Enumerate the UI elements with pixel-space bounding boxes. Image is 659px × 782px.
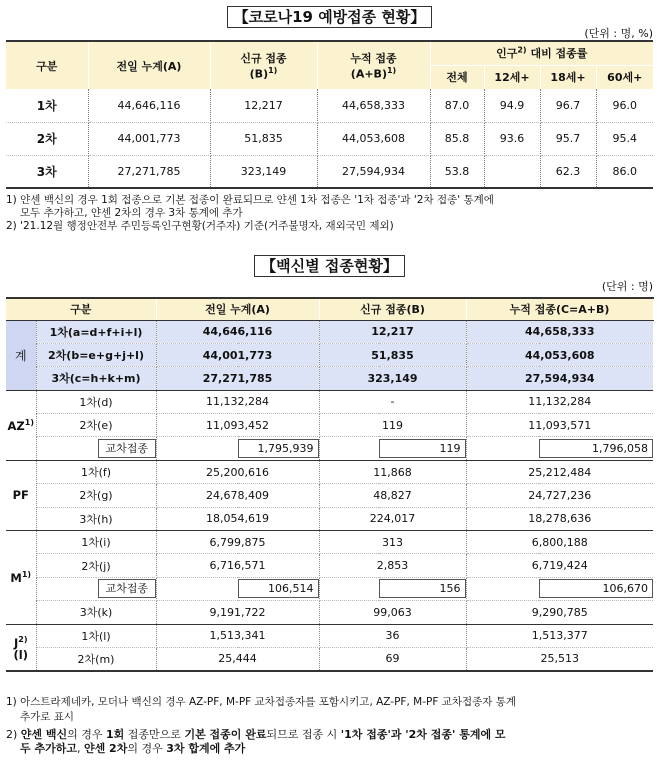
row-label: 3차 [6,155,88,188]
j-label: $J^{2)}$ (l) [6,624,36,671]
row-label: 1차(a=d+f+i+l) [36,320,156,343]
new-value: 36 [319,624,466,647]
prev-value: 11,132,284 [156,390,319,413]
section2-notes [6,694,656,756]
new-value: 51,835 [210,122,317,155]
header-rate-total: 전체 [430,65,484,89]
prev-value: 1,513,341 [156,624,319,647]
cum-value: 25,212,484 [466,460,653,483]
az-label: AZ$^{1)}$ [6,390,36,460]
header-category: 구분 [6,41,88,89]
table-row [6,320,653,343]
cross-cum: 1,796,058 [539,439,653,458]
rate-18: 62.3 [540,155,596,188]
vaccine-type-table [6,297,654,672]
note-1-cont: 모두 추가하고, 얀센 2차의 경우 3차 통계에 추가 [20,207,243,219]
table-row [6,484,653,507]
prev-value: 24,678,409 [156,484,319,507]
section2-title: 【백신별 접종현황】 [0,255,659,276]
row-label: 2차(g) [36,484,156,507]
new-value: - [319,390,466,413]
header-cumulative: 누적 접종 $(A+B)^{1)}$ [317,41,430,89]
row-label: 2차 [6,122,88,155]
new-value: 323,149 [319,367,466,390]
row-label: 1차(f) [36,460,156,483]
header-prev-total: 전일 누계(A) [88,41,210,89]
new-value: 313 [319,531,466,554]
prev-value: 27,271,785 [156,367,319,390]
new-value: 119 [319,414,466,437]
cum-value: 44,658,333 [317,89,430,122]
cum-value: 18,278,636 [466,507,653,530]
cum-value: 27,594,934 [466,367,653,390]
new-value: 2,853 [319,554,466,577]
new-value: 12,217 [319,320,466,343]
cum-value: 44,053,608 [317,122,430,155]
new-value: 48,827 [319,484,466,507]
header-new: 신규 접종(B) [319,298,466,320]
table-row [6,437,653,460]
row-label: 2차(j) [36,554,156,577]
cum-value: 44,658,333 [466,320,653,343]
prev-value: 25,444 [156,647,319,670]
row-label: 2차(m) [36,647,156,670]
cum-value: 24,727,236 [466,484,653,507]
cross-new: 156 [379,579,466,598]
prev-value: 6,716,571 [156,554,319,577]
cross-prev: 1,795,939 [238,439,319,458]
row-label: 1차(d) [36,390,156,413]
row-label: 2차(b=e+g+j+l) [36,343,156,366]
cum-value: 11,132,284 [466,390,653,413]
row-label: 3차(h) [36,507,156,530]
rate-12: 94.9 [484,89,540,122]
table-row [6,343,653,366]
section1-notes [6,194,656,233]
header-prev: 전일 누계(A) [156,298,319,320]
rate-12: 93.6 [484,122,540,155]
header-new: 신규 접종 $(B)^{1)}$ [210,41,317,89]
table-row [6,554,653,577]
cum-value: 27,594,934 [317,155,430,188]
table-row [6,155,653,188]
new-value: 69 [319,647,466,670]
rate-total: 85.8 [430,122,484,155]
cum-value: 11,093,571 [466,414,653,437]
prev-value: 44,646,116 [156,320,319,343]
pf-label: PF [6,460,36,530]
section1-title: 【코로나19 예방접종 현황】 [0,6,659,27]
header-cum: 누적 접종(C=A+B) [466,298,653,320]
rate-60: 96.0 [596,89,653,122]
cross-cum: 106,670 [539,579,653,598]
table-row [6,624,653,647]
table-row [6,577,653,600]
cross-label: 교차접종 [98,439,156,458]
table-row [6,601,653,624]
vaccination-status-table [6,40,653,189]
cross-label: 교차접종 [98,579,156,598]
rate-60: 95.4 [596,122,653,155]
note-1-cont: 추가로 표시 [20,711,75,723]
rate-18: 96.7 [540,89,596,122]
section1-unit: (단위 : 명, %) [584,27,653,40]
new-value: 12,217 [210,89,317,122]
row-label: 1차(l) [36,624,156,647]
prev-value: 9,191,722 [156,601,319,624]
new-value: 11,868 [319,460,466,483]
cum-value: 6,800,188 [466,531,653,554]
row-label: 1차 [6,89,88,122]
cum-value: 1,513,377 [466,624,653,647]
rate-18: 95.7 [540,122,596,155]
row-label: 3차(c=h+k+m) [36,367,156,390]
header-rate-18: 18세+ [540,65,596,89]
row-label: 3차(k) [36,601,156,624]
cum-value: 25,513 [540,652,580,666]
note-1: 1) 아스트라제네카, 모더나 백신의 경우 AZ-PF, M-PF 교차접종자를 포함시키고, AZ-PF, M-PF 교차접종자 통계 [6,696,517,708]
table-row [6,367,653,390]
header-population-rate: 인구$^{2)}$ 대비 접종률 [496,45,588,61]
note-2: 2) '21.12월 행정안전부 주민등록인구현황(거주자) 기준(거주불명자, 재외국민 제외) [6,220,394,232]
table-row [6,390,653,413]
prev-value: 44,001,773 [88,122,210,155]
table-row [6,414,653,437]
table-row [6,122,653,155]
header-category: 구분 [6,298,156,320]
new-value: 323,149 [210,155,317,188]
table-row [6,460,653,483]
prev-value: 25,200,616 [156,460,319,483]
table-row [6,89,653,122]
prev-value: 6,799,875 [156,531,319,554]
header-rate-12: 12세+ [484,65,540,89]
prev-value: 18,054,619 [156,507,319,530]
rate-total: 87.0 [430,89,484,122]
cum-value: 44,053,608 [466,343,653,366]
rate-12 [484,155,540,188]
prev-value: 44,001,773 [156,343,319,366]
header-rate-60: 60세+ [596,65,653,89]
rate-60: 86.0 [596,155,653,188]
section2-unit: (단위 : 명) [601,280,653,293]
rate-total: 53.8 [430,155,484,188]
table-row [6,647,653,670]
new-value: 224,017 [319,507,466,530]
m-label: $M^{1)}$ [6,531,36,625]
table-row [6,531,653,554]
cum-value: 6,719,424 [466,554,653,577]
total-label: 계 [6,320,36,390]
new-value: 51,835 [319,343,466,366]
row-label: 2차(e) [36,414,156,437]
prev-value: 44,646,116 [88,89,210,122]
row-label: 1차(i) [36,531,156,554]
prev-value: 11,093,452 [156,414,319,437]
table-row [6,507,653,530]
prev-value: 27,271,785 [88,155,210,188]
cross-prev: 106,514 [238,579,319,598]
cum-value: 9,290,785 [466,601,653,624]
new-value: 99,063 [319,601,466,624]
note-1: 1) 얀센 백신의 경우 1회 접종으로 기본 접종이 완료되므로 얀센 1차 접종은 '1차 접종'과 '2차 접종' 통계에 [6,194,494,206]
note-2: 2) 얀센 백신의 경우 1회 접종만으로 기본 접종이 완료되므로 접종 시 '1차 접종'과 '2차 접종' 통계에 모 두 추가하고, 얀센 2차의 경우 3차 합계에 추가 [6,728,506,755]
cross-new: 119 [379,439,466,458]
